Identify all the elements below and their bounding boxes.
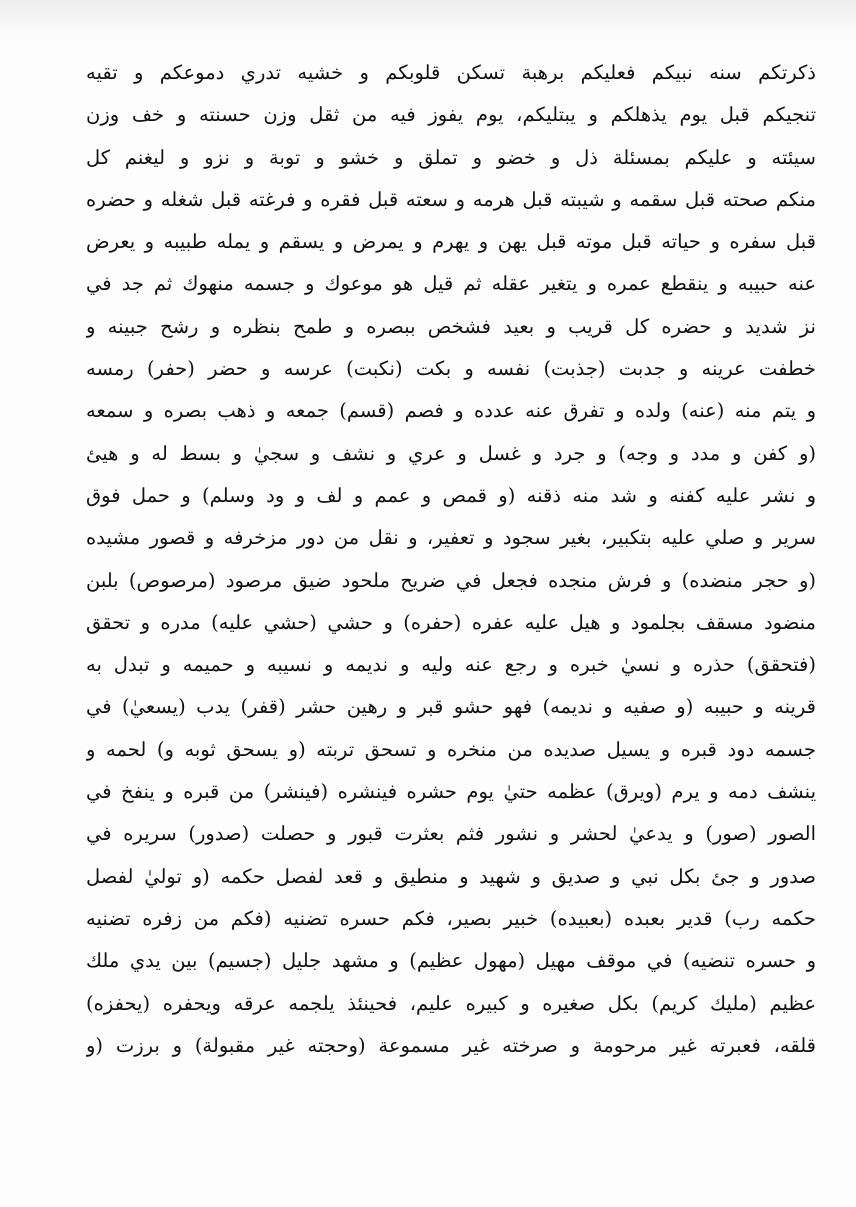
text-line: خطفت عرينه و جدبت (جذبت) نفسه و بكت (نكبت) عرسه و حضر (حفر) رمسه [86, 357, 816, 381]
text-line: جسمه دود قبره و يسيل صديده من منخره و تسحق تربته (و يسحق ثوبه و) لحمه و [86, 737, 816, 761]
text-line: منضود مسقف بجلمود و هيل عليه عفره (حفره) و حشي (حشي عليه) مدره و تحقق [86, 610, 816, 634]
text-line: و حسره تنضيه) في موقف مهيل (مهول عظيم) و مشهد جليل (جسيم) بين يدي ملك [86, 949, 816, 973]
text-line: (و كفن و مدد و وجه) و جرد و غسل و عري و نشف و سجيٰ و بسط له و هيئ [86, 441, 816, 465]
text-line: عنه حبيبه و ينقطع عمره و يتغير عقله ثم قيل هو موعوك و جسمه منهوك ثم جد في [86, 272, 816, 296]
text-line: منكم صحته قبل سقمه و شيبته قبل هرمه و سعته قبل فقره و فرغته قبل شغله و حضره [86, 187, 816, 211]
text-line: ذكرتكم سنه نبيكم فعليكم برهبة تسكن قلوبكم و خشيه تدري دموعكم و تقيه [86, 61, 816, 84]
text-line: قبل سفره و حياته قبل موته قبل يهن و يهرم و يمرض و يسقم و يمله طبيبه و يعرض [86, 230, 816, 254]
text-line: قرينه و حبيبه (و صفيه و نديمه) فهو حشو قبر و رهين حشر (قفر) يدب (يسعيٰ) في [86, 695, 816, 719]
text-line: سيئته و عليكم بمسئلة ذل و خضو و تملق و خشو و توبة و نزو و ليغنم كل [86, 145, 816, 169]
text-line: (و حجر منضده) و فرش منجده فجعل في ضريح ملحود ضيق مرصود (مرصوص) بلبن [86, 568, 816, 592]
text-line: الصور (صور) و يدعيٰ لحشر و نشور فثم بعثرت قبور و حصلت (صدور) سريره في [86, 822, 816, 846]
text-line: حكمه رب) قدير بعبده (بعبيده) خبير بصير، فكم حسره تضنيه (فكم من زفره تضنيه [86, 906, 816, 930]
scan-edge-shading [0, 0, 856, 40]
text-line: صدور و جئ بكل نبي و صديق و شهيد و منطيق و قعد لفصل حكمه (و توليٰ لفصل [86, 864, 816, 888]
text-line: نز شديد و حضره كل قريب و بعيد فشخص ببصره و طمح بنظره و رشح جبينه و [86, 314, 816, 338]
text-line: و نشر عليه كفنه و شد منه ذقنه (و قمص و عمم و لف و ود وسلم) و حمل فوق [86, 483, 816, 507]
text-line: (فتحقق) حذره و نسيٰ خبره و رجع عنه وليه و نديمه و نسيبه و حميمه و تبدل به [86, 653, 816, 677]
arabic-text-block [86, 52, 816, 1067]
text-line: قلقه، فعبرته غير مرحومة و صرخته غير مسموعة (وحجته غير مقبولة) و برزت (و [86, 1033, 816, 1057]
text-line: ينشف دمه و يرم (ويرق) عظمه حتيٰ يوم حشره فينشره (فينشر) من قبره و ينفخ في [86, 780, 816, 804]
text-line: عظيم (مليك كريم) بكل صغيره و كبيره عليم، فحينئذ يلجمه عرقه ويحفره (يحفزه) [86, 991, 816, 1015]
text-line: تنجيكم قبل يوم يذهلكم و يبتليكم، يوم يفوز فيه من ثقل وزن حسنته و خف وزن [86, 103, 816, 127]
text-line: و يتم منه (عنه) ولده و تفرق عنه عدده و فصم (قسم) جمعه و ذهب بصره و سمعه [86, 399, 816, 423]
text-line: سرير و صلي عليه بتكبير، بغير سجود و تعفير، و نقل من دور مزخرفه و قصور مشيده [86, 526, 816, 550]
